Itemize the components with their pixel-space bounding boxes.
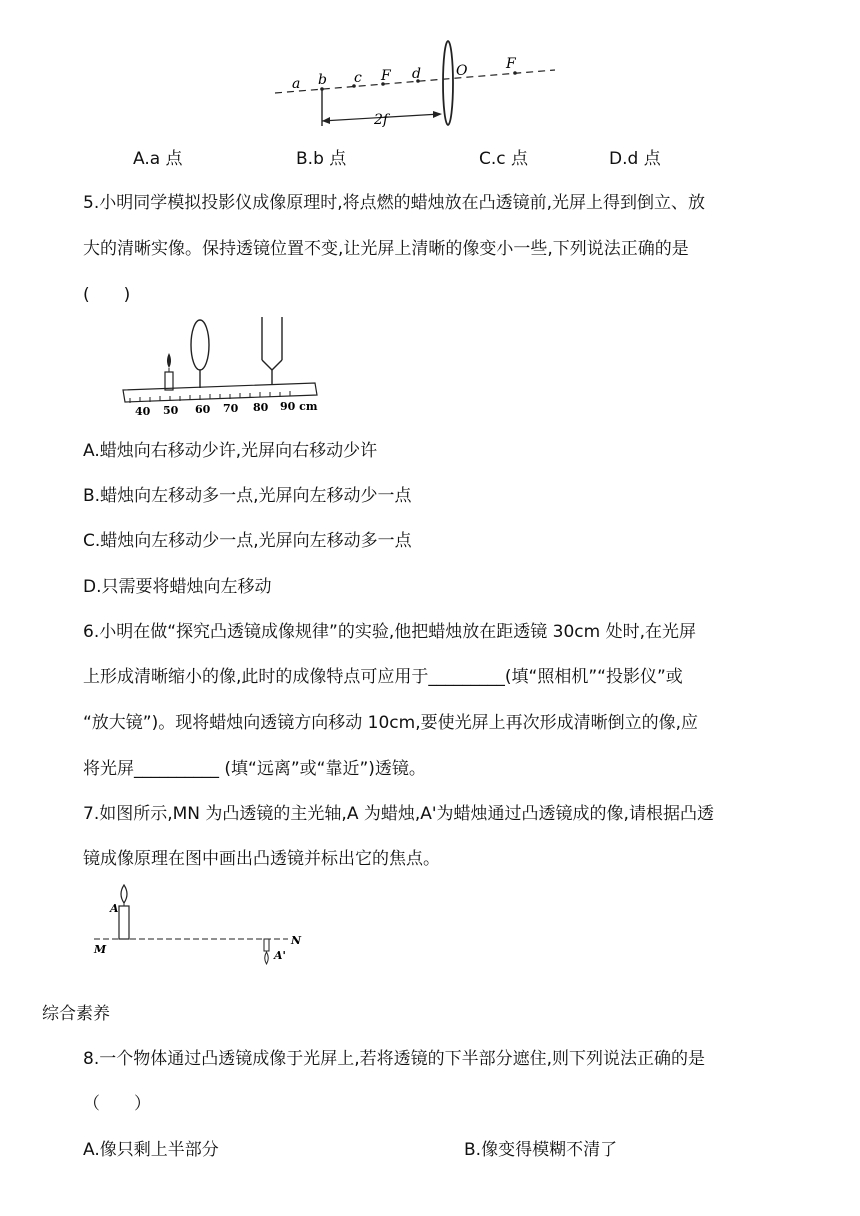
label-d: d <box>412 66 421 82</box>
ruler-tick-60: 60 <box>195 403 211 416</box>
optical-bench-figure <box>115 315 325 420</box>
q8-line-2: （ ） <box>83 1094 151 1114</box>
ruler-tick-50: 50 <box>163 404 179 417</box>
lens-points-figure <box>270 38 560 133</box>
q4-option-d: D.d 点 <box>609 149 661 169</box>
ruler-tick-90-cm: 90 cm <box>280 400 318 413</box>
label-n: N <box>291 934 302 947</box>
q4-option-a: A.a 点 <box>133 149 183 169</box>
label-a-prime: A' <box>274 949 286 962</box>
label-f-right: F <box>506 56 516 72</box>
q6-line-4: 将光屏__________ (填“远离”或“靠近”)透镜。 <box>83 759 426 779</box>
q8-option-a: A.像只剩上半部分 <box>83 1140 219 1160</box>
label-2f: 2f <box>374 112 389 128</box>
ruler-tick-70: 70 <box>223 402 239 415</box>
q7-line-1: 7.如图所示,MN 为凸透镜的主光轴,A 为蜡烛,A'为蜡烛通过凸透镜成的像,请根据凸透 <box>83 804 714 824</box>
label-a: a <box>292 76 301 92</box>
principal-axis-figure <box>88 882 308 982</box>
label-o: O <box>456 63 468 79</box>
label-a-candle: A <box>110 902 119 915</box>
q6-line-3: “放大镜”)。现将蜡烛向透镜方向移动 10cm,要使光屏上再次形成清晰倒立的像,应 <box>83 713 698 733</box>
label-c: c <box>354 70 362 86</box>
section-title: 综合素养 <box>42 1004 110 1024</box>
q7-line-2: 镜成像原理在图中画出凸透镜并标出它的焦点。 <box>83 849 440 869</box>
q5-stem-line-1: 5.小明同学模拟投影仪成像原理时,将点燃的蜡烛放在凸透镜前,光屏上得到倒立、放 <box>83 193 706 213</box>
label-b: b <box>318 72 327 88</box>
q8-option-b: B.像变得模糊不清了 <box>464 1140 618 1160</box>
q4-option-c: C.c 点 <box>479 149 529 169</box>
q5-option-d: D.只需要将蜡烛向左移动 <box>83 577 272 597</box>
q8-line-1: 8.一个物体通过凸透镜成像于光屏上,若将透镜的下半部分遮住,则下列说法正确的是 <box>83 1049 706 1069</box>
q5-stem-line-3: ( ) <box>83 285 131 305</box>
label-m: M <box>94 943 107 956</box>
q5-option-b: B.蜡烛向左移动多一点,光屏向左移动少一点 <box>83 486 412 506</box>
q4-option-b: B.b 点 <box>296 149 347 169</box>
ruler-tick-40: 40 <box>135 405 151 418</box>
q5-option-c: C.蜡烛向左移动少一点,光屏向左移动多一点 <box>83 531 412 551</box>
q5-stem-line-2: 大的清晰实像。保持透镜位置不变,让光屏上清晰的像变小一些,下列说法正确的是 <box>83 239 689 259</box>
q6-line-2: 上形成清晰缩小的像,此时的成像特点可应用于_________(填“照相机”“投影仪”或 <box>83 667 683 687</box>
label-f-left: F <box>381 68 391 84</box>
q6-line-1: 6.小明在做“探究凸透镜成像规律”的实验,他把蜡烛放在距透镜 30cm 处时,在光屏 <box>83 622 696 642</box>
ruler-tick-80: 80 <box>253 401 269 414</box>
q5-option-a: A.蜡烛向右移动少许,光屏向右移动少许 <box>83 441 378 461</box>
